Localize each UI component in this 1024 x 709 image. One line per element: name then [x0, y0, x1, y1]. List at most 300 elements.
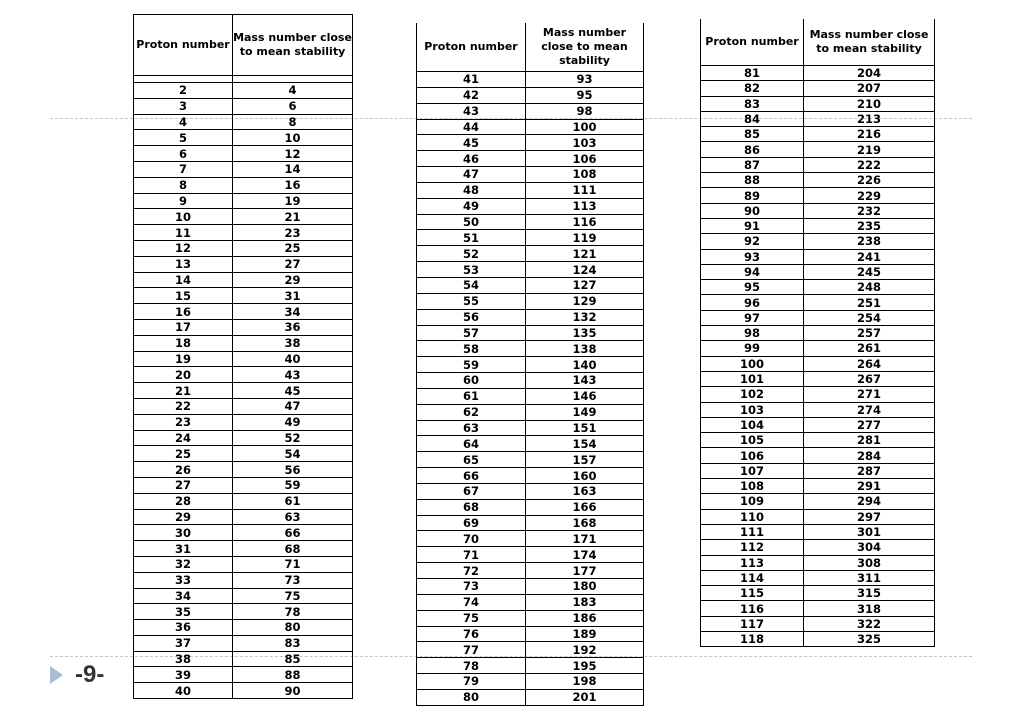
- table-row: [417, 689, 644, 705]
- table-row: [417, 531, 644, 547]
- mass-number-cell: 31: [233, 288, 353, 304]
- proton-number-cell: 86: [701, 142, 804, 157]
- mass-number-cell: 19: [233, 193, 353, 209]
- table-row: [417, 167, 644, 183]
- proton-number-cell: 58: [417, 341, 526, 357]
- table-row: [417, 246, 644, 262]
- proton-number-cell: 33: [134, 572, 233, 588]
- table-row: [417, 547, 644, 563]
- table-row: [417, 198, 644, 214]
- proton-number-cell: 31: [134, 541, 233, 557]
- mass-number-cell: 29: [233, 272, 353, 288]
- table-row: [417, 341, 644, 357]
- mass-number-cell: 47: [233, 398, 353, 414]
- table-row: [134, 319, 353, 335]
- proton-number-cell: 103: [701, 402, 804, 417]
- proton-number-cell: 45: [417, 135, 526, 151]
- table-row: [134, 209, 353, 225]
- proton-number-cell: 46: [417, 151, 526, 167]
- proton-number-cell: 80: [417, 689, 526, 705]
- header-proton-number: Proton number: [701, 19, 804, 66]
- mass-number-cell: 116: [526, 214, 644, 230]
- proton-number-cell: 89: [701, 188, 804, 203]
- proton-number-cell: 42: [417, 87, 526, 103]
- mass-number-cell: 284: [804, 448, 935, 463]
- proton-number-cell: 78: [417, 658, 526, 674]
- mass-number-cell: 235: [804, 218, 935, 233]
- table-row: [417, 452, 644, 468]
- table-row: [417, 373, 644, 389]
- mass-number-cell: 129: [526, 293, 644, 309]
- mass-number-cell: 85: [233, 651, 353, 667]
- table-row: [134, 446, 353, 462]
- table-row: [701, 157, 935, 172]
- proton-number-cell: 112: [701, 540, 804, 555]
- mass-number-cell: 108: [526, 167, 644, 183]
- table-row: [134, 367, 353, 383]
- proton-number-cell: 22: [134, 398, 233, 414]
- mass-number-cell: 27: [233, 256, 353, 272]
- mass-number-cell: 100: [526, 119, 644, 135]
- table-row: [417, 72, 644, 88]
- table-row: [701, 111, 935, 126]
- proton-number-cell: 7: [134, 161, 233, 177]
- mass-number-cell: 4: [233, 83, 353, 99]
- table-row: [134, 588, 353, 604]
- mass-number-cell: 80: [233, 620, 353, 636]
- proton-number-cell: 32: [134, 556, 233, 572]
- mass-number-cell: 157: [526, 452, 644, 468]
- proton-number-cell: 30: [134, 525, 233, 541]
- table-row: [701, 402, 935, 417]
- table-row: [701, 601, 935, 616]
- mass-number-cell: 154: [526, 436, 644, 452]
- table-row: [134, 541, 353, 557]
- mass-number-cell: 261: [804, 341, 935, 356]
- mass-number-cell: 238: [804, 234, 935, 249]
- mass-number-cell: 257: [804, 326, 935, 341]
- proton-number-cell: 115: [701, 586, 804, 601]
- table-row: [701, 81, 935, 96]
- mass-number-cell: 160: [526, 468, 644, 484]
- mass-number-cell: 163: [526, 483, 644, 499]
- table-row: [417, 436, 644, 452]
- table-row: [417, 357, 644, 373]
- mass-number-cell: 267: [804, 371, 935, 386]
- mass-number-cell: 43: [233, 367, 353, 383]
- header-spacer-row: [134, 76, 353, 83]
- mass-number-cell: 291: [804, 479, 935, 494]
- mass-number-cell: 140: [526, 357, 644, 373]
- proton-number-cell: 70: [417, 531, 526, 547]
- mass-number-cell: 138: [526, 341, 644, 357]
- table-row: [417, 499, 644, 515]
- mass-number-cell: 308: [804, 555, 935, 570]
- table-row: [417, 483, 644, 499]
- table-row: [134, 272, 353, 288]
- proton-number-cell: 40: [134, 683, 233, 699]
- mass-number-cell: 36: [233, 319, 353, 335]
- mass-number-cell: 171: [526, 531, 644, 547]
- header-mass-number: Mass number close to mean stability: [233, 15, 353, 76]
- table-row: [134, 509, 353, 525]
- proton-number-cell: 102: [701, 387, 804, 402]
- proton-number-cell: 73: [417, 579, 526, 595]
- table-row: [701, 616, 935, 631]
- mass-number-cell: 56: [233, 462, 353, 478]
- mass-number-cell: 192: [526, 642, 644, 658]
- mass-number-cell: 168: [526, 515, 644, 531]
- mass-number-cell: 10: [233, 130, 353, 146]
- mass-number-cell: 63: [233, 509, 353, 525]
- mass-number-cell: 287: [804, 463, 935, 478]
- mass-number-cell: 14: [233, 161, 353, 177]
- proton-number-cell: 11: [134, 225, 233, 241]
- spacer-cell: [233, 76, 353, 83]
- mass-number-cell: 146: [526, 388, 644, 404]
- mass-number-cell: 68: [233, 541, 353, 557]
- proton-number-cell: 83: [701, 96, 804, 111]
- table-row: [701, 524, 935, 539]
- mass-number-cell: 210: [804, 96, 935, 111]
- proton-number-cell: 21: [134, 383, 233, 399]
- mass-number-cell: 274: [804, 402, 935, 417]
- proton-number-cell: 98: [701, 326, 804, 341]
- table-row: [134, 83, 353, 99]
- table-row: [417, 262, 644, 278]
- table-row: [134, 146, 353, 162]
- mass-number-cell: 198: [526, 674, 644, 690]
- header-mass-number: Mass number close to mean stability: [804, 19, 935, 66]
- mass-number-cell: 88: [233, 667, 353, 683]
- mass-number-cell: 135: [526, 325, 644, 341]
- proton-number-cell: 118: [701, 631, 804, 646]
- proton-number-cell: 116: [701, 601, 804, 616]
- stability-table-3: [700, 19, 935, 647]
- table-row: [701, 509, 935, 524]
- table-row: [417, 594, 644, 610]
- proton-number-cell: 100: [701, 356, 804, 371]
- mass-number-cell: 73: [233, 572, 353, 588]
- proton-number-cell: 41: [417, 72, 526, 88]
- mass-number-cell: 325: [804, 631, 935, 646]
- proton-number-cell: 15: [134, 288, 233, 304]
- proton-number-cell: 99: [701, 341, 804, 356]
- table-row: [417, 626, 644, 642]
- proton-number-cell: 4: [134, 114, 233, 130]
- mass-number-cell: 229: [804, 188, 935, 203]
- mass-number-cell: 124: [526, 262, 644, 278]
- proton-number-cell: 50: [417, 214, 526, 230]
- mass-number-cell: 301: [804, 524, 935, 539]
- proton-number-cell: 8: [134, 177, 233, 193]
- mass-number-cell: 119: [526, 230, 644, 246]
- mass-number-cell: 207: [804, 81, 935, 96]
- proton-number-cell: 2: [134, 83, 233, 99]
- mass-number-cell: 277: [804, 417, 935, 432]
- proton-number-cell: 60: [417, 373, 526, 389]
- table-row: [417, 87, 644, 103]
- mass-number-cell: 25: [233, 240, 353, 256]
- table-row: [134, 525, 353, 541]
- proton-number-cell: 34: [134, 588, 233, 604]
- proton-number-cell: 48: [417, 182, 526, 198]
- proton-number-cell: 63: [417, 420, 526, 436]
- mass-number-cell: 219: [804, 142, 935, 157]
- proton-number-cell: 90: [701, 203, 804, 218]
- proton-number-cell: 97: [701, 310, 804, 325]
- table-row: [701, 448, 935, 463]
- mass-number-cell: 294: [804, 494, 935, 509]
- proton-number-cell: 69: [417, 515, 526, 531]
- table-row: [134, 256, 353, 272]
- proton-number-cell: 16: [134, 304, 233, 320]
- table-row: [417, 579, 644, 595]
- proton-number-cell: 93: [701, 249, 804, 264]
- mass-number-cell: 111: [526, 182, 644, 198]
- mass-number-cell: 113: [526, 198, 644, 214]
- table-row: [134, 177, 353, 193]
- proton-number-cell: 43: [417, 103, 526, 119]
- mass-number-cell: 49: [233, 414, 353, 430]
- table-row: [701, 463, 935, 478]
- mass-number-cell: 204: [804, 66, 935, 81]
- table-row: [134, 161, 353, 177]
- mass-number-cell: 75: [233, 588, 353, 604]
- proton-number-cell: 19: [134, 351, 233, 367]
- table-row: [417, 151, 644, 167]
- table-row: [417, 325, 644, 341]
- proton-number-cell: 35: [134, 604, 233, 620]
- table-row: [134, 193, 353, 209]
- header-proton-number: Proton number: [134, 15, 233, 76]
- proton-number-cell: 110: [701, 509, 804, 524]
- mass-number-cell: 21: [233, 209, 353, 225]
- proton-number-cell: 9: [134, 193, 233, 209]
- table-row: [417, 214, 644, 230]
- mass-number-cell: 127: [526, 277, 644, 293]
- table-row: [701, 127, 935, 142]
- proton-number-cell: 38: [134, 651, 233, 667]
- table-row: [701, 66, 935, 81]
- proton-number-cell: 81: [701, 66, 804, 81]
- proton-number-cell: 17: [134, 319, 233, 335]
- proton-number-cell: 29: [134, 509, 233, 525]
- table-row: [701, 479, 935, 494]
- proton-number-cell: 49: [417, 198, 526, 214]
- table-row: [134, 288, 353, 304]
- proton-number-cell: 71: [417, 547, 526, 563]
- table-row: [134, 667, 353, 683]
- table-row: [134, 383, 353, 399]
- table-row: [134, 351, 353, 367]
- proton-number-cell: 84: [701, 111, 804, 126]
- table-row: [701, 433, 935, 448]
- mass-number-cell: 16: [233, 177, 353, 193]
- table-row: [701, 203, 935, 218]
- mass-number-cell: 83: [233, 635, 353, 651]
- proton-number-cell: 105: [701, 433, 804, 448]
- table-row: [701, 249, 935, 264]
- table-row: [134, 572, 353, 588]
- table-row: [701, 371, 935, 386]
- proton-number-cell: 88: [701, 173, 804, 188]
- proton-number-cell: 24: [134, 430, 233, 446]
- table-row: [134, 98, 353, 114]
- mass-number-cell: 216: [804, 127, 935, 142]
- table-row: [417, 674, 644, 690]
- mass-number-cell: 315: [804, 586, 935, 601]
- mass-number-cell: 78: [233, 604, 353, 620]
- table-row: [134, 304, 353, 320]
- table-row: [134, 556, 353, 572]
- mass-number-cell: 106: [526, 151, 644, 167]
- proton-number-cell: 68: [417, 499, 526, 515]
- proton-number-cell: 61: [417, 388, 526, 404]
- table-row: [701, 494, 935, 509]
- mass-number-cell: 52: [233, 430, 353, 446]
- table-row: [701, 218, 935, 233]
- mass-number-cell: 177: [526, 563, 644, 579]
- stability-table-1: [133, 14, 353, 699]
- mass-number-cell: 166: [526, 499, 644, 515]
- table-row: [701, 555, 935, 570]
- mass-number-cell: 254: [804, 310, 935, 325]
- proton-number-cell: 37: [134, 635, 233, 651]
- proton-number-cell: 92: [701, 234, 804, 249]
- mass-number-cell: 248: [804, 280, 935, 295]
- mass-number-cell: 38: [233, 335, 353, 351]
- mass-number-cell: 226: [804, 173, 935, 188]
- table-row: [134, 493, 353, 509]
- spacer-cell: [134, 76, 233, 83]
- mass-number-cell: 189: [526, 626, 644, 642]
- table-row: [134, 335, 353, 351]
- proton-number-cell: 44: [417, 119, 526, 135]
- table-row: [417, 309, 644, 325]
- page-number: -9-: [75, 661, 105, 688]
- proton-number-cell: 27: [134, 477, 233, 493]
- proton-number-cell: 51: [417, 230, 526, 246]
- table-row: [417, 135, 644, 151]
- table-row: [417, 658, 644, 674]
- proton-number-cell: 59: [417, 357, 526, 373]
- table-row: [417, 610, 644, 626]
- play-triangle-icon: [50, 666, 63, 684]
- table-row: [417, 293, 644, 309]
- mass-number-cell: 201: [526, 689, 644, 705]
- mass-number-cell: 213: [804, 111, 935, 126]
- table-row: [701, 280, 935, 295]
- proton-number-cell: 28: [134, 493, 233, 509]
- proton-number-cell: 111: [701, 524, 804, 539]
- mass-number-cell: 45: [233, 383, 353, 399]
- mass-number-cell: 297: [804, 509, 935, 524]
- table-row: [701, 188, 935, 203]
- proton-number-cell: 39: [134, 667, 233, 683]
- proton-number-cell: 117: [701, 616, 804, 631]
- table-row: [701, 356, 935, 371]
- mass-number-cell: 95: [526, 87, 644, 103]
- proton-number-cell: 10: [134, 209, 233, 225]
- proton-number-cell: 20: [134, 367, 233, 383]
- proton-number-cell: 13: [134, 256, 233, 272]
- header-mass-number: Mass number close to mean stability: [526, 23, 644, 72]
- proton-number-cell: 56: [417, 309, 526, 325]
- table-row: [701, 234, 935, 249]
- mass-number-cell: 251: [804, 295, 935, 310]
- table-row: [417, 119, 644, 135]
- proton-number-cell: 87: [701, 157, 804, 172]
- mass-number-cell: 241: [804, 249, 935, 264]
- table-row: [134, 130, 353, 146]
- mass-number-cell: 186: [526, 610, 644, 626]
- proton-number-cell: 96: [701, 295, 804, 310]
- mass-number-cell: 151: [526, 420, 644, 436]
- mass-number-cell: 132: [526, 309, 644, 325]
- proton-number-cell: 114: [701, 570, 804, 585]
- mass-number-cell: 8: [233, 114, 353, 130]
- proton-number-cell: 106: [701, 448, 804, 463]
- proton-number-cell: 76: [417, 626, 526, 642]
- proton-number-cell: 65: [417, 452, 526, 468]
- proton-number-cell: 55: [417, 293, 526, 309]
- mass-number-cell: 90: [233, 683, 353, 699]
- proton-number-cell: 26: [134, 462, 233, 478]
- table-row: [134, 635, 353, 651]
- table-row: [417, 230, 644, 246]
- mass-number-cell: 174: [526, 547, 644, 563]
- proton-number-cell: 64: [417, 436, 526, 452]
- proton-number-cell: 108: [701, 479, 804, 494]
- table-row: [417, 182, 644, 198]
- table-row: [134, 477, 353, 493]
- mass-number-cell: 143: [526, 373, 644, 389]
- proton-number-cell: 6: [134, 146, 233, 162]
- table-row: [134, 683, 353, 699]
- table-row: [417, 277, 644, 293]
- table-row: [701, 326, 935, 341]
- table-row: [134, 414, 353, 430]
- proton-number-cell: 47: [417, 167, 526, 183]
- table-row: [134, 651, 353, 667]
- mass-number-cell: 149: [526, 404, 644, 420]
- table-row: [134, 430, 353, 446]
- mass-number-cell: 40: [233, 351, 353, 367]
- table-row: [701, 417, 935, 432]
- mass-number-cell: 93: [526, 72, 644, 88]
- header-proton-number: Proton number: [417, 23, 526, 72]
- proton-number-cell: 72: [417, 563, 526, 579]
- proton-number-cell: 23: [134, 414, 233, 430]
- mass-number-cell: 195: [526, 658, 644, 674]
- mass-number-cell: 232: [804, 203, 935, 218]
- proton-number-cell: 12: [134, 240, 233, 256]
- table-row: [417, 388, 644, 404]
- mass-number-cell: 245: [804, 264, 935, 279]
- mass-number-cell: 304: [804, 540, 935, 555]
- table-row: [134, 225, 353, 241]
- mass-number-cell: 59: [233, 477, 353, 493]
- table-row: [134, 240, 353, 256]
- mass-number-cell: 23: [233, 225, 353, 241]
- proton-number-cell: 101: [701, 371, 804, 386]
- table-row: [417, 563, 644, 579]
- proton-number-cell: 113: [701, 555, 804, 570]
- proton-number-cell: 18: [134, 335, 233, 351]
- table-row: [134, 398, 353, 414]
- mass-number-cell: 103: [526, 135, 644, 151]
